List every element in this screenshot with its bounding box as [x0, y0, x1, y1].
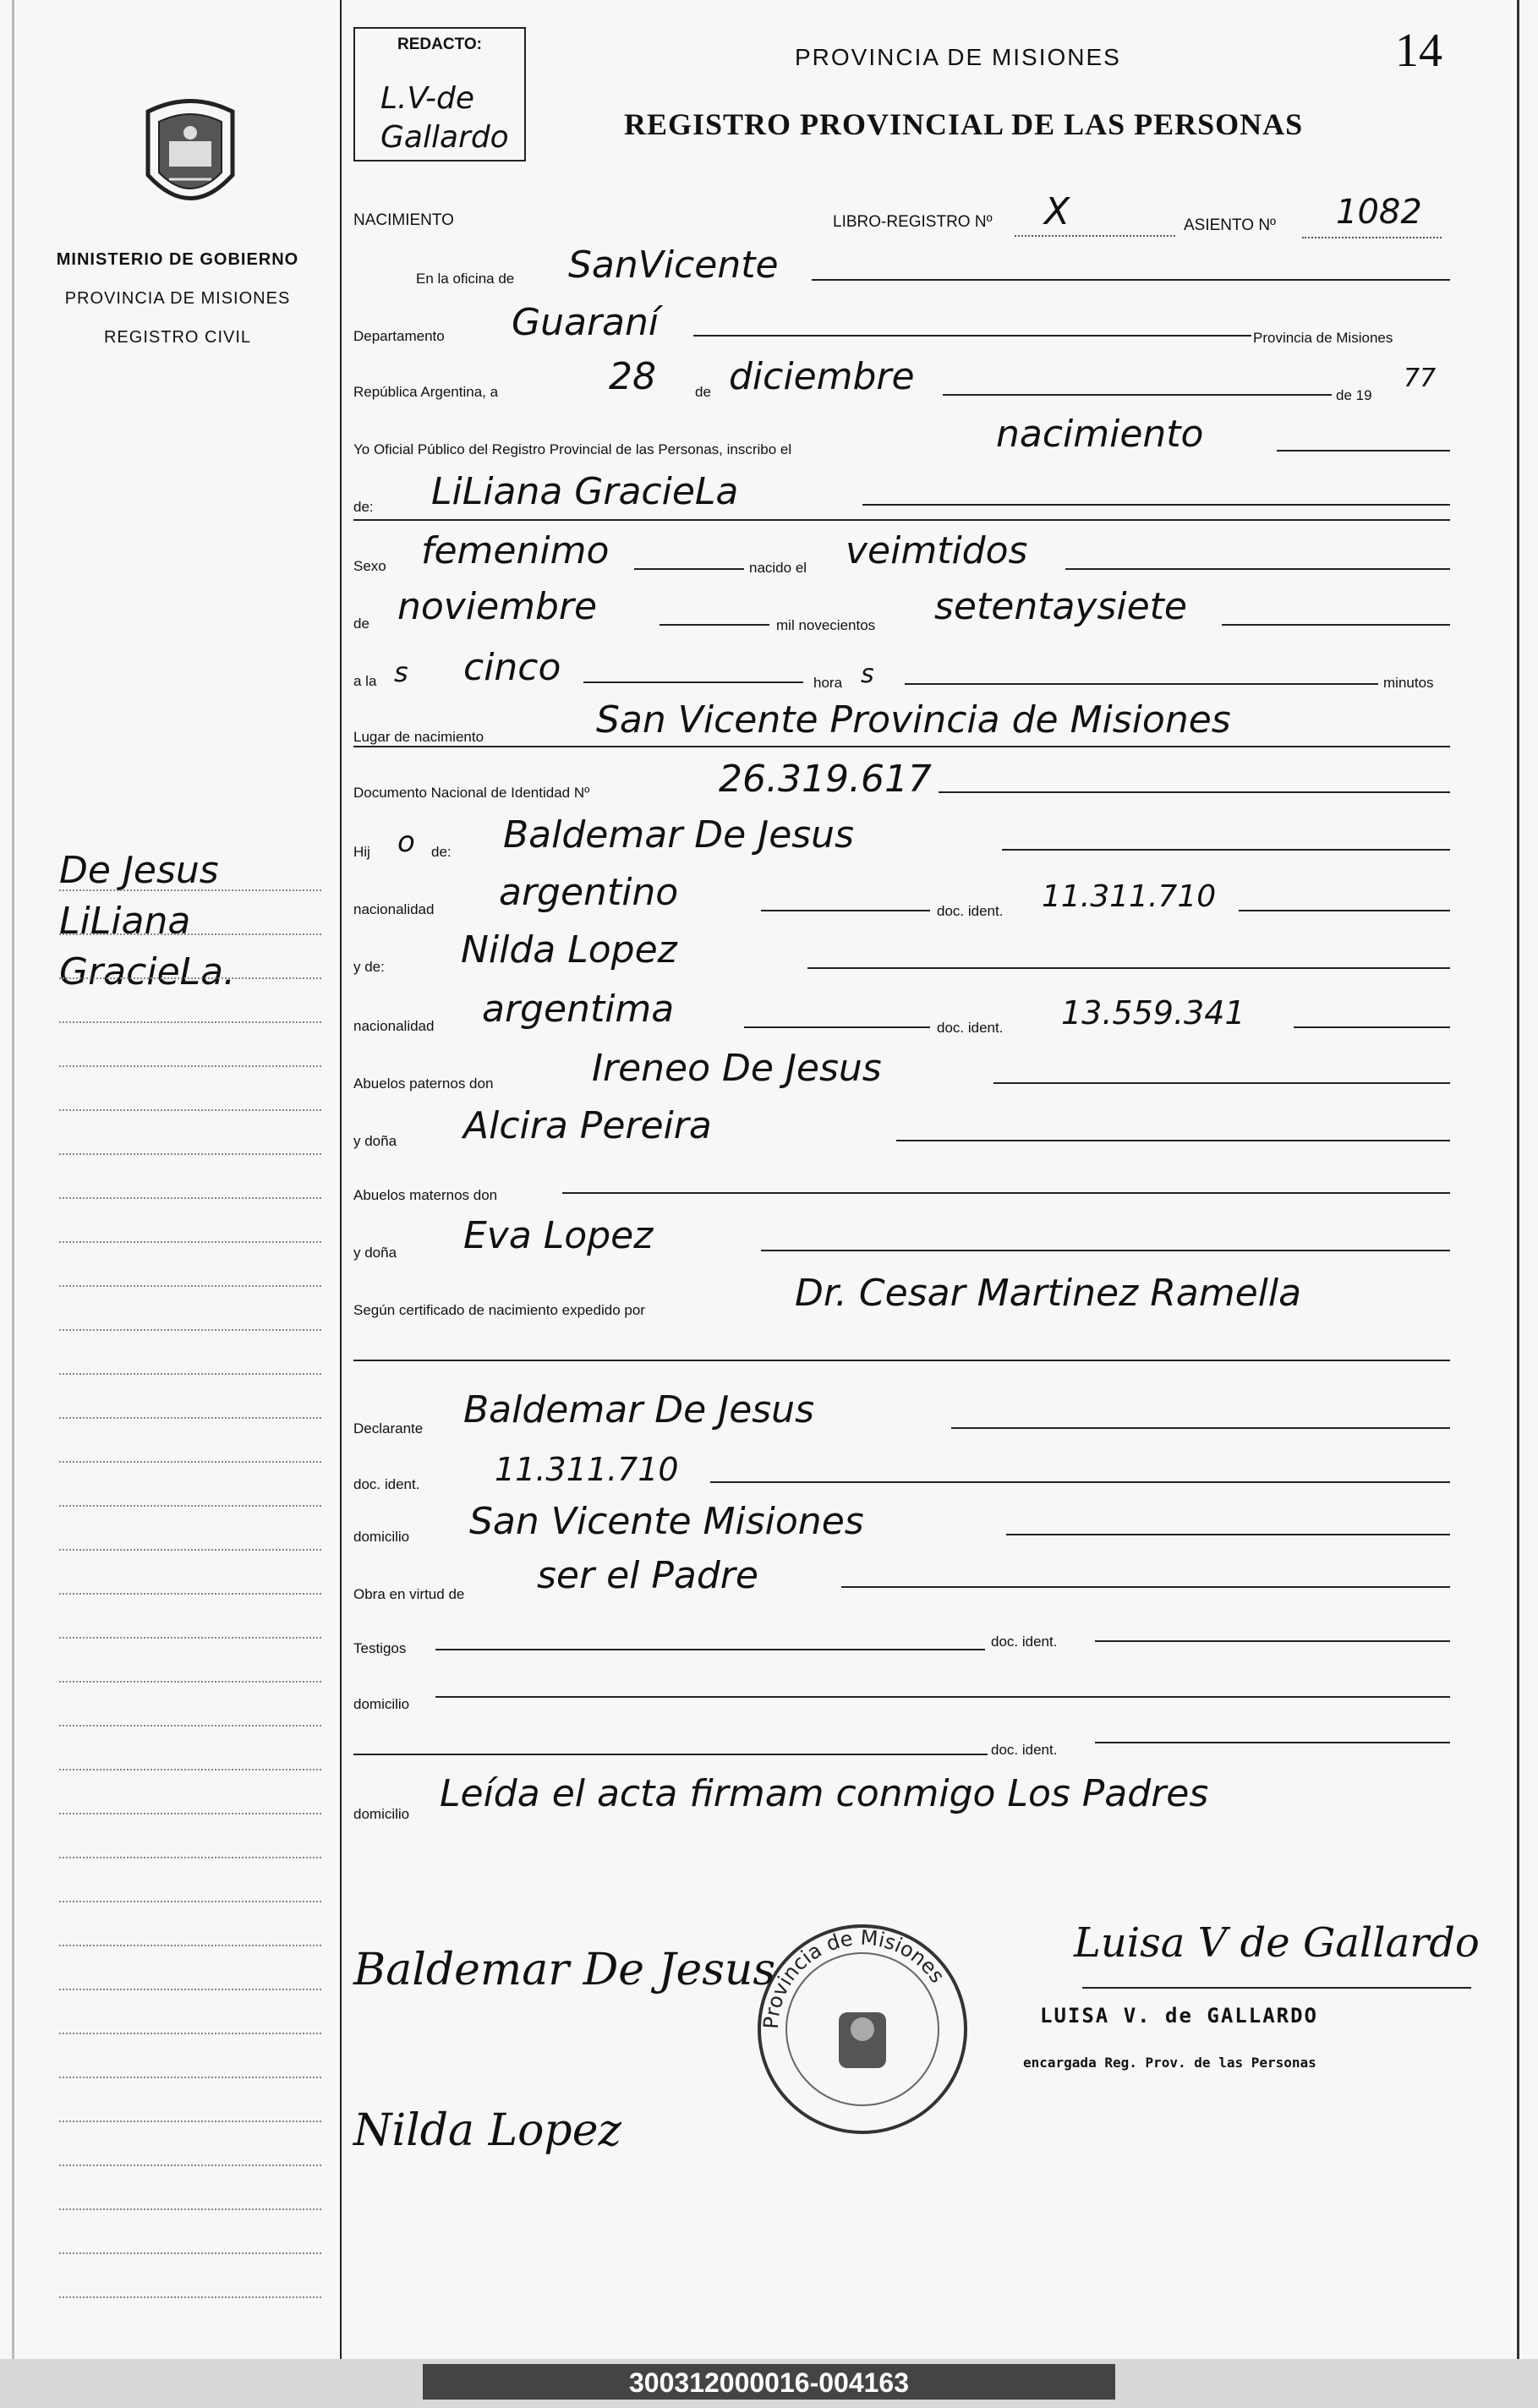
line: [693, 335, 1251, 337]
ab-pat-label: Abuelos paternos don: [353, 1075, 494, 1092]
anio-label: de 19: [1336, 387, 1372, 403]
madre-nacionalidad: argentima: [482, 988, 675, 1031]
margin-line: [59, 1989, 321, 1990]
line: [562, 1192, 1450, 1194]
registry-title: REGISTRO PROVINCIAL DE LAS PERSONAS: [624, 107, 1304, 141]
line: [807, 967, 1450, 969]
de-label: de: [695, 384, 711, 400]
redacto-signature: L.V-de Gallardo: [380, 81, 509, 155]
margin-note: [59, 846, 235, 998]
margin-line: [59, 1241, 321, 1243]
domicilio3-value: Leída el acta firmam conmigo Los Padres: [440, 1772, 1209, 1815]
margin-line: [59, 2077, 321, 2078]
nac1-label: nacionalidad: [353, 901, 435, 917]
folio-number: 14: [1395, 25, 1442, 77]
margin-line: [59, 1593, 321, 1595]
day: 28: [609, 355, 656, 398]
horas-suffix: s: [861, 659, 874, 689]
line: [761, 1250, 1450, 1251]
margin-line: [59, 889, 321, 891]
line: [353, 1754, 988, 1755]
oficial-printed-name: LUISA V. de GALLARDO: [1040, 2004, 1318, 2028]
line: [993, 1082, 1450, 1084]
asiento-label: ASIENTO Nº: [1184, 216, 1276, 234]
nacido-dia: veimtidos: [846, 529, 1028, 572]
line: [634, 568, 744, 570]
sexo-value: femenimo: [421, 529, 610, 572]
obra-value: ser el Padre: [537, 1554, 758, 1597]
ab-pat-don: Ireneo De Jesus: [592, 1047, 882, 1090]
padre-signature: Baldemar De Jesus: [353, 1945, 776, 1995]
lugar-label: Lugar de nacimiento: [353, 729, 484, 745]
padre-name: Baldemar De Jesus: [503, 813, 854, 856]
de-name-label: de:: [353, 499, 374, 515]
minutos-label: minutos: [1383, 675, 1434, 691]
oficina-label: En la oficina de: [416, 271, 515, 287]
hora-value: cinco: [463, 646, 561, 689]
libro-label: LIBRO-REGISTRO Nº: [833, 213, 993, 231]
ministry-block: [34, 240, 321, 357]
line: [939, 791, 1450, 793]
margin-line: [59, 2208, 321, 2210]
line: [951, 1427, 1450, 1429]
hijo-suffix: o: [397, 825, 415, 859]
departamento-label: Departamento: [353, 328, 445, 344]
margin-line: [59, 1153, 321, 1155]
line: [353, 1360, 1450, 1361]
declarante-label: Declarante: [353, 1420, 424, 1437]
margin-line: [59, 2121, 321, 2122]
provincia-suffix: Provincia de Misiones: [1253, 330, 1393, 346]
declarante-doc: 11.311.710: [495, 1451, 679, 1488]
margin-line: [59, 1461, 321, 1463]
line: [943, 394, 1332, 396]
domicilio2-label: domicilio: [353, 1696, 410, 1712]
margin-line: [59, 1021, 321, 1023]
ministry-name: MINISTERIO DE GOBIERNO: [56, 250, 299, 269]
line: [353, 519, 1450, 521]
line: [905, 683, 1378, 685]
coat-of-arms-icon: [135, 95, 245, 222]
margin-line: [59, 1681, 321, 1683]
nac2-label: nacionalidad: [353, 1018, 435, 1034]
doc5-label: doc. ident.: [991, 1742, 1058, 1758]
mil-label: mil novecientos: [776, 617, 876, 633]
oficial-signature: Luisa V de Gallardo: [1074, 1919, 1480, 1967]
domicilio3-label: domicilio: [353, 1806, 410, 1822]
acto: nacimiento: [996, 413, 1204, 456]
madre-signature: Nilda Lopez: [353, 2105, 621, 2156]
margin-line: [59, 933, 321, 935]
record-type: NACIMIENTO: [353, 211, 454, 229]
lugar-value: San Vicente Provincia de Misiones: [596, 698, 1231, 742]
nacido-anio: setentaysiete: [934, 585, 1187, 628]
margin-line: [59, 977, 321, 979]
document-code: 300312000016-004163: [629, 2367, 909, 2398]
y-de-label: y de:: [353, 959, 385, 975]
hijo-label: Hij: [353, 844, 370, 860]
footer-bar: [0, 2359, 1538, 2408]
year: 77: [1404, 364, 1437, 393]
line: [710, 1481, 1450, 1483]
province-heading: PROVINCIA DE MISIONES: [795, 44, 1121, 70]
ab-mat-dona: Eva Lopez: [463, 1214, 654, 1257]
doc1-label: doc. ident.: [937, 903, 1004, 919]
obra-label: Obra en virtud de: [353, 1586, 465, 1602]
line: [744, 1026, 930, 1028]
official-stamp-icon: [744, 1911, 981, 2148]
child-name: LiLiana GracieLa: [431, 470, 739, 513]
madre-name: Nilda Lopez: [461, 928, 677, 971]
margin-line: [59, 2164, 321, 2166]
margin-line: [59, 1197, 321, 1199]
a-las-label: a la: [353, 673, 377, 689]
line: [435, 1696, 1450, 1698]
margin-line: [59, 1637, 321, 1639]
margin-line: [59, 1901, 321, 1902]
stamp-text: Provincia de Misiones: [758, 1925, 950, 2030]
departamento-value: Guaraní: [512, 301, 660, 344]
line: [1015, 235, 1175, 237]
margin-first-name: LiLiana: [59, 900, 191, 943]
line: [896, 1140, 1450, 1141]
cert-label: Según certificado de nacimiento expedido por: [353, 1302, 645, 1318]
margin-line: [59, 1857, 321, 1858]
left-edge: [12, 0, 14, 2359]
line: [1095, 1742, 1450, 1743]
dni-value: 26.319.617: [719, 758, 932, 801]
sexo-label: Sexo: [353, 558, 386, 574]
month: diciembre: [729, 355, 915, 398]
testigos-label: Testigos: [353, 1640, 407, 1656]
margin-line: [59, 2252, 321, 2254]
line: [435, 1649, 985, 1650]
oficial-label: Yo Oficial Público del Registro Provincial de las Personas, inscribo el: [353, 441, 792, 457]
line: [1239, 910, 1450, 911]
margin-line: [59, 1373, 321, 1375]
line: [1222, 624, 1450, 626]
margin-line: [59, 1109, 321, 1111]
oficina-value: SanVicente: [568, 244, 779, 287]
line: [1095, 1640, 1450, 1642]
margin-surname: De Jesus: [59, 849, 219, 892]
doc3-label: doc. ident.: [353, 1476, 420, 1492]
margin-line: [59, 1065, 321, 1067]
line: [1002, 849, 1450, 851]
line: [1294, 1026, 1450, 1028]
margin-line: [59, 1329, 321, 1331]
line: [841, 1586, 1450, 1588]
nacido-mes: noviembre: [397, 585, 598, 628]
line: [1302, 237, 1442, 238]
a-las-suffix: s: [394, 656, 408, 688]
redacto-box: [353, 27, 526, 161]
asiento-value: 1082: [1336, 193, 1422, 232]
padre-doc: 11.311.710: [1042, 879, 1217, 914]
ab-pat-dona: Alcira Pereira: [463, 1104, 712, 1147]
line: [583, 681, 803, 683]
republica-label: República Argentina, a: [353, 384, 499, 400]
cert-value: Dr. Cesar Martinez Ramella: [795, 1272, 1302, 1315]
doc2-label: doc. ident.: [937, 1020, 1004, 1036]
margin-line: [59, 1505, 321, 1507]
doc4-label: doc. ident.: [991, 1634, 1058, 1650]
line: [660, 624, 769, 626]
domicilio1-label: domicilio: [353, 1529, 410, 1545]
margin-line: [59, 1813, 321, 1814]
redacto-label: REDACTO:: [397, 36, 482, 53]
declarante-value: Baldemar De Jesus: [463, 1388, 814, 1431]
y-dona1-label: y doña: [353, 1133, 397, 1149]
margin-line: [59, 1285, 321, 1287]
margin-line: [59, 1769, 321, 1770]
libro-value: X: [1044, 190, 1070, 233]
madre-doc: 13.559.341: [1061, 994, 1245, 1032]
right-rule: [1517, 0, 1519, 2359]
line: [1006, 1534, 1450, 1535]
line: [862, 504, 1450, 506]
line: [812, 279, 1450, 281]
dni-label: Documento Nacional de Identidad Nº: [353, 785, 590, 801]
oficial-role: encargada Reg. Prov. de las Personas: [1023, 2055, 1316, 2071]
margin-line: [59, 2296, 321, 2298]
line: [1065, 568, 1450, 570]
margin-line: [59, 1549, 321, 1551]
domicilio1-value: San Vicente Misiones: [469, 1500, 864, 1543]
signature-line: [1082, 1987, 1471, 1989]
province-left: PROVINCIA DE MISIONES: [64, 289, 291, 308]
registry-civil: REGISTRO CIVIL: [103, 328, 252, 347]
padre-nacionalidad: argentino: [499, 871, 679, 914]
de-mes-label: de: [353, 616, 369, 632]
line: [761, 910, 930, 911]
margin-rule: [340, 0, 342, 2359]
hijo-de-label: de:: [431, 844, 452, 860]
ab-mat-label: Abuelos maternos don: [353, 1187, 498, 1203]
margin-line: [59, 1725, 321, 1727]
line: [1277, 450, 1450, 452]
horas-label: hora: [813, 675, 843, 691]
margin-line: [59, 1417, 321, 1419]
nacido-label: nacido el: [749, 560, 807, 576]
line: [353, 746, 1450, 747]
margin-line: [59, 1945, 321, 1946]
margin-line: [59, 2033, 321, 2034]
y-dona2-label: y doña: [353, 1245, 397, 1261]
margin-second-name: GracieLa.: [59, 950, 236, 993]
